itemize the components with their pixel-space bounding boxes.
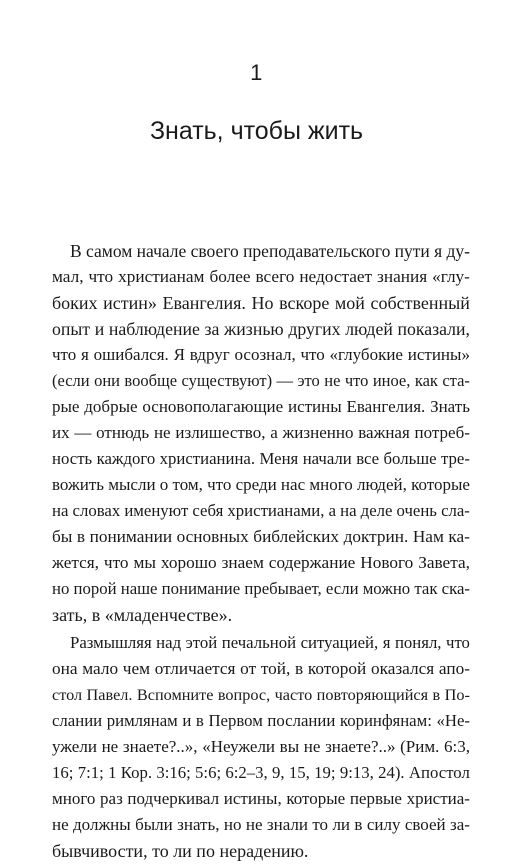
word: Знать	[430, 397, 470, 416]
word: очень	[396, 501, 437, 520]
word: 3:16;	[156, 763, 191, 782]
text-line	[52, 524, 470, 550]
word: я	[434, 241, 443, 261]
word: сла-	[441, 501, 470, 520]
word: но	[223, 815, 242, 834]
word: в	[295, 659, 304, 678]
word: понял,	[394, 633, 442, 652]
word: не	[245, 815, 263, 834]
word: истины	[287, 397, 342, 416]
text-line	[52, 316, 470, 342]
word: вопрос,	[217, 686, 271, 704]
word: она	[52, 659, 78, 678]
word: боких	[52, 293, 98, 313]
word: Нам	[412, 527, 444, 546]
text-line	[52, 630, 470, 656]
word: По-	[444, 686, 470, 704]
word: нас	[280, 475, 306, 494]
word: содержание	[268, 553, 356, 572]
word: Размышляя	[70, 633, 152, 652]
word: подчеркивал	[127, 789, 220, 808]
word: доктрин.	[343, 527, 409, 546]
word: и	[94, 319, 105, 339]
word: более	[209, 267, 251, 286]
word: 9,	[272, 763, 285, 782]
chapter-title: Знать, чтобы жить	[149, 117, 364, 145]
word: первые	[349, 789, 402, 808]
word: от	[240, 659, 257, 678]
word: том,	[172, 475, 203, 494]
word: начали	[302, 449, 352, 468]
word: В	[70, 241, 82, 261]
word: Нового	[360, 553, 414, 572]
word: вы	[279, 737, 300, 756]
word: —	[74, 423, 92, 442]
word: в	[195, 711, 204, 730]
word: знаем	[221, 553, 264, 572]
word: 7:1;	[77, 763, 104, 782]
word: мало	[82, 659, 119, 678]
word: вдруг	[189, 345, 230, 364]
word: на	[52, 501, 69, 520]
word: они	[94, 371, 120, 390]
word: за	[204, 319, 220, 339]
word: вскоре	[279, 293, 330, 313]
word: знали	[266, 815, 308, 834]
word: пребывает,	[244, 579, 322, 598]
word: как	[414, 371, 438, 390]
word: словах	[72, 501, 121, 520]
word: наше	[120, 579, 158, 598]
word: каждого	[96, 449, 156, 468]
word: много	[309, 475, 353, 494]
word: 6:2–3,	[225, 763, 268, 782]
word: которые	[411, 475, 470, 494]
word: 6:3,	[444, 737, 470, 756]
word: послании	[267, 711, 336, 730]
word: их	[52, 423, 70, 442]
word: Евангелия.	[162, 293, 246, 313]
word: в	[76, 527, 86, 546]
word: Павел.	[86, 686, 133, 704]
word: Меня	[259, 449, 299, 468]
paragraph-2	[52, 630, 470, 864]
word: а	[328, 501, 337, 520]
word: которые	[286, 789, 346, 808]
word: ска-	[441, 579, 470, 598]
text-line	[52, 446, 470, 472]
word: (Рим.	[400, 737, 440, 756]
word: мой	[334, 293, 365, 313]
word: должны	[73, 815, 131, 834]
word: о	[159, 475, 169, 494]
word: оказался	[370, 659, 435, 678]
text-line	[52, 760, 470, 786]
body-text	[52, 238, 470, 864]
word: —	[276, 371, 294, 390]
word: были	[135, 815, 173, 834]
word: что	[103, 553, 129, 572]
word: опыт	[52, 319, 91, 339]
word: что	[446, 633, 470, 652]
word: не	[324, 371, 341, 390]
text-line	[52, 786, 470, 812]
word: больше	[383, 449, 437, 468]
word: что	[344, 371, 369, 390]
text-line	[52, 550, 470, 576]
word: «глубокие	[329, 345, 403, 364]
text-line	[52, 368, 470, 394]
text-line	[52, 472, 470, 498]
word: той,	[260, 659, 291, 678]
word: собственный	[370, 293, 470, 313]
word: мысли	[108, 475, 156, 494]
text-line	[52, 498, 470, 524]
word: добрые	[84, 397, 138, 416]
word: людей,	[356, 475, 407, 494]
text-line	[52, 682, 470, 708]
word: тре-	[440, 449, 470, 468]
word: Первом	[208, 711, 263, 730]
word: самом	[86, 241, 133, 261]
paragraph-1	[52, 238, 470, 628]
word: не	[52, 815, 69, 834]
word: а	[270, 423, 278, 442]
word: знать,	[177, 815, 220, 834]
word: потреб-	[414, 423, 470, 442]
word: 1	[108, 763, 117, 782]
word: (если	[52, 371, 90, 390]
word: что	[88, 267, 114, 286]
word: коринфянам:	[339, 711, 432, 730]
word: Завета,	[418, 553, 470, 572]
text-line: бывчивости, то ли по нерадению.	[52, 841, 309, 861]
word: Я	[173, 345, 185, 364]
text-line	[52, 238, 470, 264]
word: что	[52, 345, 77, 364]
word: важная	[358, 423, 410, 442]
word: жизнью	[224, 319, 284, 339]
word: своего	[190, 241, 239, 261]
word: среди	[235, 475, 277, 494]
word: Кор.	[120, 763, 153, 782]
text-line	[52, 812, 470, 838]
word: на	[340, 501, 357, 520]
word: своей	[404, 815, 446, 834]
word: библейских	[253, 527, 340, 546]
word: преподавательского	[243, 241, 391, 261]
word: недостает	[299, 267, 373, 286]
word: отнюдь	[96, 423, 150, 442]
word: мал,	[52, 267, 84, 286]
word: «Неужели	[202, 737, 276, 756]
text-line	[52, 576, 470, 602]
word: так	[414, 579, 438, 598]
word: ста-	[442, 371, 470, 390]
word: римлянам	[106, 711, 178, 730]
word: других	[288, 319, 341, 339]
word: много	[52, 789, 96, 808]
word: не	[101, 737, 119, 756]
word: истины,	[223, 789, 282, 808]
word: часто	[274, 686, 313, 704]
word: ность	[52, 449, 93, 468]
word: 9:13,	[339, 763, 374, 782]
text-line	[52, 264, 470, 290]
word: понимание	[161, 579, 241, 598]
text-line	[52, 394, 470, 420]
text-line	[52, 420, 470, 446]
chapter-number: 1	[250, 60, 263, 85]
word: не	[303, 737, 321, 756]
word: не	[153, 423, 171, 442]
word: это	[297, 371, 320, 390]
word: я	[81, 345, 89, 364]
word: повторяющийся	[316, 686, 429, 704]
word: осознал,	[234, 345, 296, 364]
word: вообще	[124, 371, 178, 390]
text-line	[52, 342, 470, 368]
word: Апостол	[408, 763, 470, 782]
word: если	[325, 579, 359, 598]
word: Евангелия.	[346, 397, 426, 416]
word: себя	[192, 501, 224, 520]
word: всего	[255, 267, 295, 286]
word: «глу-	[432, 267, 470, 286]
word: 15,	[288, 763, 310, 782]
word: ка-	[448, 527, 470, 546]
word: раз	[100, 789, 123, 808]
word: что	[300, 345, 325, 364]
word: которой	[307, 659, 367, 678]
text-line	[52, 290, 470, 316]
word: отличается	[154, 659, 236, 678]
word: 24).	[378, 763, 405, 782]
word: иное,	[372, 371, 411, 390]
word: истины»	[407, 345, 470, 364]
word: христианам	[118, 267, 205, 286]
word: основных	[176, 527, 249, 546]
word: порой	[73, 579, 117, 598]
word: я	[382, 633, 391, 652]
word: бы	[52, 527, 73, 546]
word: 16;	[52, 763, 74, 782]
word: начале	[136, 241, 187, 261]
word: и	[182, 711, 192, 730]
word: показали,	[397, 319, 470, 339]
word: ду-	[446, 241, 470, 261]
word: за-	[450, 815, 470, 834]
word: в	[432, 686, 441, 704]
word: печальной	[221, 633, 297, 652]
word: ситуацией,	[300, 633, 379, 652]
word: Но	[251, 293, 274, 313]
word: «Не-	[436, 711, 470, 730]
word: христиа-	[406, 789, 470, 808]
word: 5:6;	[195, 763, 222, 782]
word: апо-	[438, 659, 470, 678]
word: рые	[52, 397, 80, 416]
word: стол	[52, 686, 83, 704]
word: знания	[377, 267, 428, 286]
text-line: зать, в «младенчестве».	[52, 605, 233, 625]
word: Вспомните	[136, 686, 214, 704]
word: но	[52, 579, 70, 598]
word: знаете?..»,	[122, 737, 198, 756]
word: основополагающие	[142, 397, 284, 416]
word: именуют	[124, 501, 189, 520]
word: людей	[345, 319, 393, 339]
word: истин»	[103, 293, 157, 313]
word: все	[356, 449, 380, 468]
text-line	[52, 656, 470, 682]
word: чем	[122, 659, 151, 678]
word: христианина.	[159, 449, 256, 468]
word: можно	[362, 579, 411, 598]
word: излишество,	[175, 423, 266, 442]
word: деле	[360, 501, 393, 520]
word: хорошо	[160, 553, 217, 572]
word: понимании	[89, 527, 173, 546]
word: существуют)	[181, 371, 273, 390]
word: силу	[366, 815, 401, 834]
word: что	[207, 475, 232, 494]
word: знаете?..»	[325, 737, 396, 756]
text-line	[52, 734, 470, 760]
word: над	[156, 633, 182, 652]
text-line	[52, 708, 470, 734]
word: пути	[394, 241, 430, 261]
word: ошибался.	[93, 345, 169, 364]
word: мы	[133, 553, 156, 572]
word: этой	[185, 633, 218, 652]
word: жется,	[52, 553, 99, 572]
word: христианами,	[227, 501, 325, 520]
word: вожить	[52, 475, 105, 494]
word: 19;	[314, 763, 336, 782]
word: жизненно	[282, 423, 354, 442]
word: слании	[52, 711, 103, 730]
word: ужели	[52, 737, 97, 756]
word: то	[312, 815, 329, 834]
word: наблюдение	[108, 319, 200, 339]
word: в	[354, 815, 363, 834]
word: ли	[332, 815, 351, 834]
